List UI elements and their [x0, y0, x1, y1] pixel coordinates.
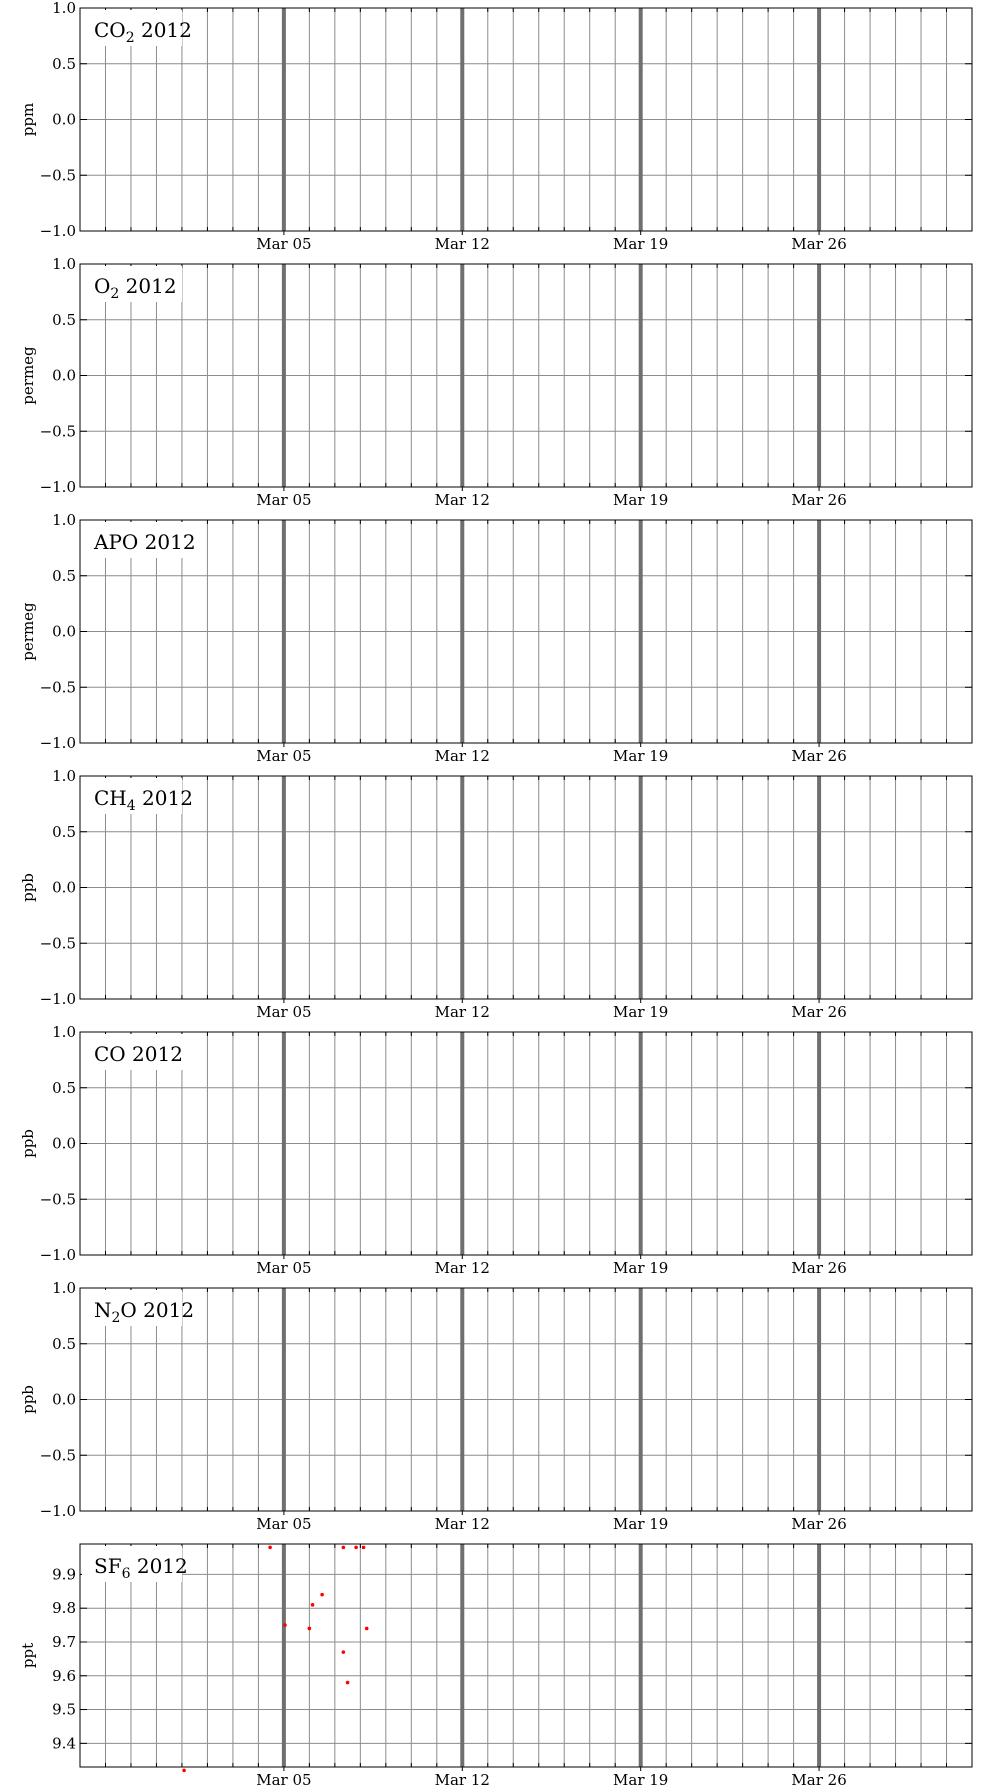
chart-title-main: O: [94, 274, 111, 298]
chart-panel: [19, 1023, 972, 1277]
data-point: [346, 1681, 350, 1685]
x-tick-label: Mar 26: [791, 491, 847, 509]
y-tick-label: 1.0: [52, 1279, 76, 1297]
y-axis-label: permeg: [19, 602, 37, 661]
data-point: [268, 1546, 272, 1550]
y-axis-label: ppb: [19, 1129, 37, 1158]
y-tick-label: 1.0: [52, 255, 76, 273]
x-tick-label: Mar 26: [791, 235, 847, 253]
x-tick-label: Mar 19: [613, 1515, 669, 1533]
x-tick-label: Mar 19: [613, 747, 669, 765]
y-axis-label: ppb: [19, 1385, 37, 1414]
y-tick-label: −0.5: [39, 1190, 76, 1209]
chart-title: [94, 274, 177, 302]
x-tick-label: Mar 05: [256, 1771, 312, 1789]
y-tick-label: 1.0: [52, 0, 76, 17]
x-tick-label: Mar 12: [434, 1515, 490, 1533]
y-tick-label: 0.0: [52, 1390, 76, 1409]
x-tick-label: Mar 12: [434, 747, 490, 765]
chart-title: [94, 1042, 183, 1066]
y-tick-label: −1.0: [39, 222, 76, 240]
data-point: [283, 1623, 287, 1627]
chart-title-rest: 2012: [134, 18, 192, 42]
y-tick-label: 9.7: [52, 1632, 76, 1651]
data-point: [308, 1627, 312, 1631]
data-point: [365, 1627, 369, 1631]
y-tick-label: 0.5: [52, 1334, 76, 1353]
y-tick-label: 1.0: [52, 511, 76, 529]
chart-title-main: CO: [94, 18, 126, 42]
y-tick-label: 1.0: [52, 1023, 76, 1041]
data-point: [342, 1650, 346, 1654]
chart-title: [94, 1298, 194, 1326]
x-tick-label: Mar 05: [256, 1003, 312, 1021]
y-tick-label: 0.0: [52, 110, 76, 129]
x-tick-label: Mar 12: [434, 235, 490, 253]
y-tick-label: −0.5: [39, 934, 76, 953]
chart-title-subscript: 4: [126, 798, 136, 814]
y-tick-label: −1.0: [39, 478, 76, 496]
chart-title-subscript: 2: [111, 1310, 121, 1326]
y-axis-label: ppm: [19, 102, 37, 137]
x-tick-label: Mar 12: [434, 491, 490, 509]
y-tick-label: −1.0: [39, 990, 76, 1008]
chart-panel: [19, 1279, 972, 1533]
y-tick-label: 0.0: [52, 366, 76, 385]
y-tick-label: −1.0: [39, 1246, 76, 1264]
data-point: [342, 1546, 346, 1550]
y-tick-label: 0.0: [52, 878, 76, 897]
x-tick-label: Mar 26: [791, 747, 847, 765]
chart-panel: [19, 0, 972, 253]
chart-panel: [19, 255, 972, 509]
x-tick-label: Mar 12: [434, 1771, 490, 1789]
x-tick-label: Mar 19: [613, 1003, 669, 1021]
x-tick-label: Mar 19: [613, 491, 669, 509]
data-point: [311, 1603, 315, 1607]
y-tick-label: 0.5: [52, 566, 76, 585]
x-tick-label: Mar 26: [791, 1259, 847, 1277]
chart-panel: [19, 1544, 972, 1789]
x-tick-label: Mar 19: [613, 235, 669, 253]
chart-title-subscript: 2: [125, 30, 135, 46]
data-point: [320, 1593, 324, 1597]
chart-title: [94, 1554, 188, 1582]
x-tick-label: Mar 26: [791, 1515, 847, 1533]
chart-title-rest: 2012: [130, 1554, 188, 1578]
data-point: [182, 1769, 186, 1773]
y-tick-label: 0.0: [52, 622, 76, 641]
y-tick-label: 0.5: [52, 822, 76, 841]
y-tick-label: −0.5: [39, 678, 76, 697]
chart-title-main: CH: [94, 786, 127, 810]
chart-panel: [19, 767, 972, 1021]
y-tick-label: 0.5: [52, 54, 76, 73]
data-point: [362, 1546, 366, 1550]
chart-title-main: APO 2012: [94, 530, 196, 554]
chart-title-subscript: 2: [110, 286, 120, 302]
chart-title-subscript: 6: [121, 1566, 131, 1582]
chart-title: [94, 786, 193, 814]
x-tick-label: Mar 19: [613, 1259, 669, 1277]
y-tick-label: 1.0: [52, 767, 76, 785]
x-tick-label: Mar 05: [256, 747, 312, 765]
y-tick-label: 0.0: [52, 1134, 76, 1153]
x-tick-label: Mar 19: [613, 1771, 669, 1789]
axes-frame: [80, 1544, 972, 1767]
chart-title-main: N: [94, 1298, 112, 1322]
x-tick-label: Mar 05: [256, 1259, 312, 1277]
y-tick-label: −0.5: [39, 1446, 76, 1465]
y-tick-label: 9.9: [52, 1565, 76, 1584]
x-tick-label: Mar 12: [434, 1003, 490, 1021]
y-tick-label: 9.8: [52, 1599, 76, 1618]
x-tick-label: Mar 05: [256, 1515, 312, 1533]
chart-title-rest: 2012: [119, 274, 177, 298]
data-point: [354, 1546, 358, 1550]
x-tick-label: Mar 26: [791, 1003, 847, 1021]
y-tick-label: 9.6: [52, 1666, 76, 1685]
y-tick-label: 0.5: [52, 1078, 76, 1097]
chart-title-rest: O 2012: [120, 1298, 195, 1322]
chart-title-rest: 2012: [135, 786, 193, 810]
y-axis-label: ppt: [19, 1642, 37, 1669]
x-tick-label: Mar 26: [791, 1771, 847, 1789]
x-tick-label: Mar 05: [256, 235, 312, 253]
y-axis-label: ppb: [19, 873, 37, 902]
y-axis-label: permeg: [19, 346, 37, 405]
y-tick-label: −0.5: [39, 166, 76, 185]
chart-title-main: CO 2012: [94, 1042, 183, 1066]
chart-title: [94, 18, 192, 46]
y-tick-label: 0.5: [52, 310, 76, 329]
y-tick-label: 9.4: [52, 1734, 76, 1753]
y-tick-label: −1.0: [39, 734, 76, 752]
x-tick-label: Mar 05: [256, 491, 312, 509]
x-tick-label: Mar 12: [434, 1259, 490, 1277]
chart-title: [93, 530, 196, 554]
y-tick-label: −1.0: [39, 1502, 76, 1520]
y-tick-label: 9.5: [52, 1700, 76, 1719]
chart-panel: [19, 511, 972, 765]
y-tick-label: −0.5: [39, 422, 76, 441]
chart-title-main: SF: [94, 1554, 122, 1578]
